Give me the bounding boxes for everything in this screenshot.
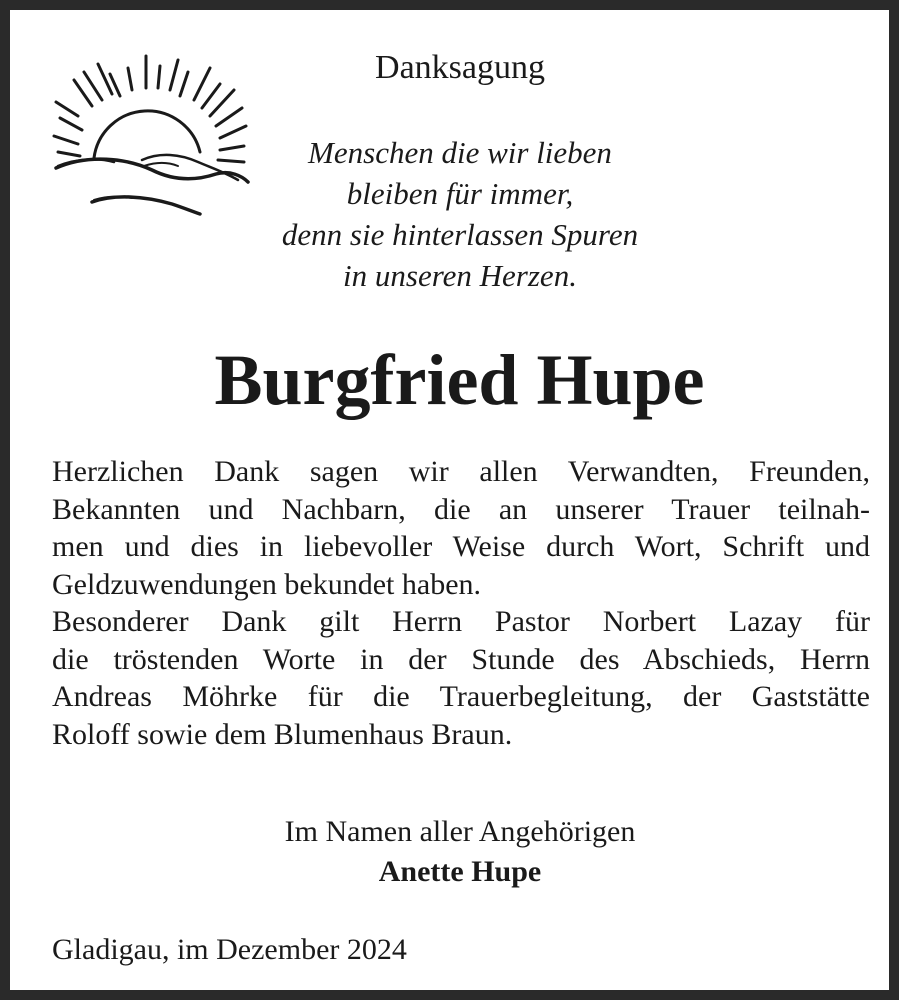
- thanks-line: Besonderer Dank gilt Herrn Pastor Norbert Lazay für: [52, 605, 870, 638]
- notice-heading: Danksagung: [375, 49, 545, 86]
- thanks-line: Roloff sowie dem Blumenhaus Braun.: [52, 717, 513, 751]
- verse-line: denn sie hinterlassen Spuren: [281, 217, 639, 252]
- verse-line: Menschen die wir lieben: [308, 135, 612, 170]
- deceased-name: Burgfried Hupe: [214, 340, 705, 420]
- signoff: [110, 812, 810, 892]
- signoff-intro: Im Namen aller Angehörigen: [284, 815, 636, 848]
- verse: [240, 132, 680, 296]
- sunset-over-hills-icon: [48, 50, 253, 220]
- thanks-line: Bekannten und Nachbarn, die an unserer Trauer teilnah-: [52, 492, 870, 526]
- verse-line: in unseren Herzen.: [343, 258, 577, 293]
- thanks-line: men und dies in liebevoller Weise durch Wort, Schrift und: [52, 530, 870, 563]
- thanks-line: Andreas Möhrke für die Trauerbegleitung, der Gaststätte: [52, 680, 870, 713]
- verse-line: bleiben für immer,: [346, 176, 574, 211]
- thanks-line: Geldzuwendungen bekundet haben.: [52, 567, 482, 601]
- thanks-line: die tröstenden Worte in der Stunde des Abschieds, Herrn: [52, 642, 870, 676]
- signer-name: Anette Hupe: [378, 855, 542, 888]
- thanks-line: Herzlichen Dank sagen wir allen Verwandten, Freunden,: [52, 455, 870, 488]
- place-date: Gladigau, im Dezember 2024: [52, 933, 407, 966]
- thanks-text: [52, 453, 870, 753]
